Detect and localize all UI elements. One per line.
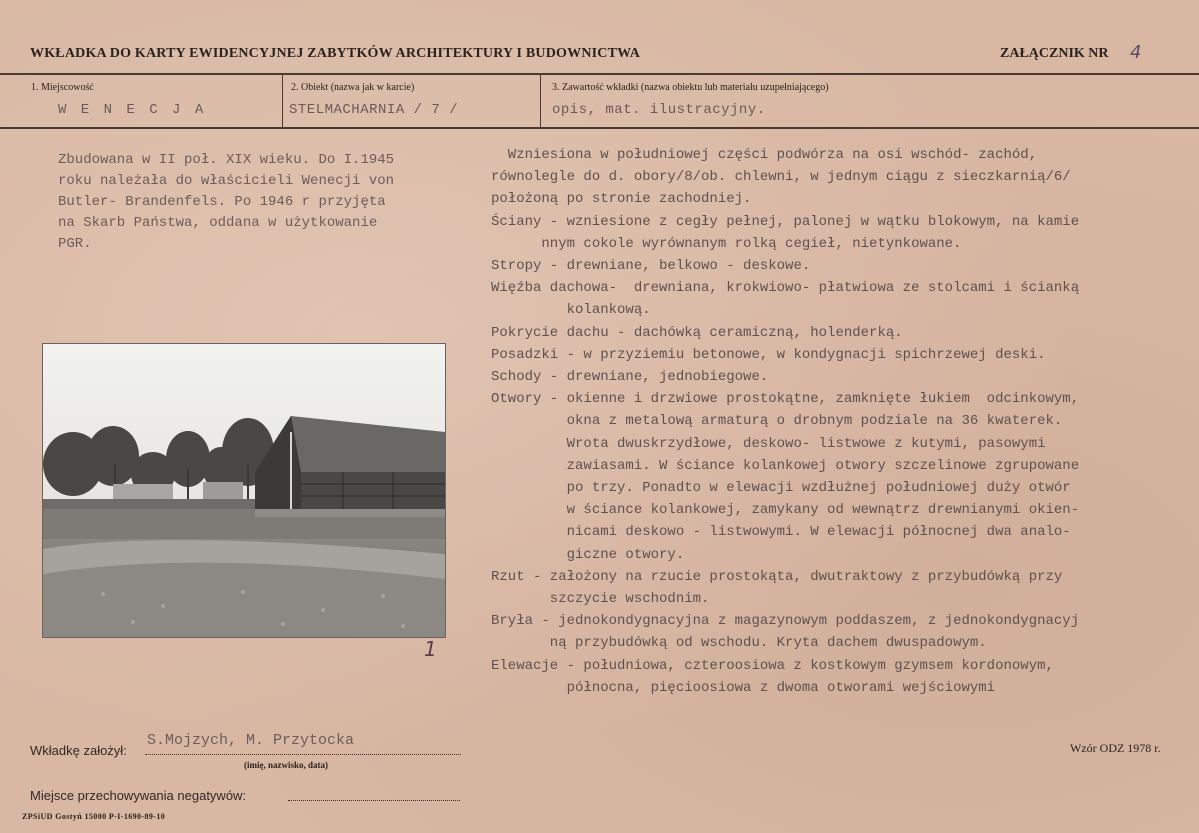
- author-label: Wkładkę założył:: [30, 743, 127, 758]
- history-line: na Skarb Państwa, oddana w użytkowanie: [58, 215, 378, 231]
- description-line: Schody - drewniane, jednobiegowe.: [491, 369, 769, 386]
- description-line: równolegle do d. obory/8/ob. chlewni, w jednym ciągu z sieczkarnią/6/: [491, 169, 1071, 186]
- description-line: szczycie wschodnim.: [491, 591, 710, 608]
- negatives-line: [288, 800, 460, 801]
- description-line: ną przybudówką od wschodu. Kryta dachem dwuspadowym.: [491, 635, 987, 652]
- field-divider-2: [540, 74, 541, 127]
- field-divider-1: [282, 74, 283, 127]
- history-text: [58, 150, 394, 255]
- description-line: Elewacje - południowa, czteroosiowa z kostkowym gzymsem kordonowym,: [491, 657, 1054, 674]
- contents-label: 3. Zawartość wkładki (nazwa obiektu lub materiału uzupełniającego): [552, 82, 829, 93]
- description-line: Pokrycie dachu - dachówką ceramiczną, holenderką.: [491, 324, 903, 341]
- attachment-label: ZAŁĄCZNIK NR: [1000, 46, 1109, 61]
- description-line: położoną po stronie zachodniej.: [491, 191, 752, 208]
- template-note: Wzór ODZ 1978 r.: [1070, 741, 1161, 755]
- description-line: Bryła - jednokondygnacyjna z magazynowym poddaszem, z jednokondygnacyj: [491, 613, 1080, 630]
- negatives-label: Miejsce przechowywania negatywów:: [30, 788, 247, 803]
- description-line: nicami deskowo - listwowymi. W elewacji północnej dwa analo-: [491, 524, 1071, 541]
- description-line: północna, pięcioosiowa z dwoma otworami wejściowymi: [491, 679, 996, 696]
- locality-value: W E N E C J A: [58, 102, 207, 118]
- object-label: 2. Obiekt (nazwa jak w karcie): [291, 82, 415, 93]
- author-line: [145, 754, 461, 755]
- attachment-number: 4: [1130, 42, 1142, 63]
- description-line: Stropy - drewniane, belkowo - deskowe.: [491, 258, 811, 275]
- description-line: w ściance kolankowej, zamykany od wewnątrz drewnianymi okien-: [491, 502, 1080, 519]
- author-sublabel: (imię, nazwisko, data): [244, 760, 328, 770]
- barn-photo-drawing: [43, 344, 445, 637]
- description-text: [491, 144, 1079, 699]
- form-title: WKŁADKA DO KARTY EWIDENCYJNEJ ZABYTKÓW ARCHITEKTURY I BUDOWNICTWA: [30, 46, 641, 61]
- header-rule-top: [0, 73, 1199, 75]
- description-line: Wzniesiona w południowej części podwórza na osi wschód- zachód,: [491, 147, 1038, 163]
- description-line: kolankową.: [491, 302, 651, 319]
- object-value: STELMACHARNIA / 7 /: [289, 102, 459, 118]
- description-line: Ściany - wzniesione z cegły pełnej, palonej w wątku blokowym, na kamie: [491, 213, 1080, 230]
- photo-number: 1: [424, 637, 437, 661]
- author-value: S.Mojzych, M. Przytocka: [147, 732, 355, 749]
- header-rule-bottom: [0, 127, 1199, 129]
- description-line: po trzy. Ponadto w elewacji wzdłużnej południowej duży otwór: [491, 480, 1071, 497]
- description-line: Więźba dachowa- drewniana, krokwiowo- płatwiowa ze stolcami i ścianką: [491, 280, 1080, 297]
- history-line: Zbudowana w II poł. XIX wieku. Do I.1945: [58, 152, 395, 168]
- description-line: giczne otwory.: [491, 546, 685, 563]
- printer-info: ZPSiUD Gostyń 15000 P-I-1690-89-10: [22, 812, 166, 821]
- description-line: zawiasami. W ściance kolankowej otwory szczelinowe zgrupowane: [491, 457, 1080, 474]
- barn-photo: [42, 343, 446, 638]
- history-line: roku należała do właścicieli Wenecji von: [58, 173, 395, 189]
- description-line: okna z metalową armaturą o drobnym podziale na 36 kwaterek.: [491, 413, 1063, 430]
- description-line: Rzut - założony na rzucie prostokąta, dwutraktowy z przybudówką przy: [491, 568, 1063, 585]
- description-line: nnym cokole wyrównanym rolką cegieł, nietynkowane.: [491, 235, 962, 252]
- description-line: Otwory - okienne i drzwiowe prostokątne, zamknięte łukiem odcinkowym,: [491, 391, 1080, 408]
- contents-value: opis, mat. ilustracyjny.: [552, 102, 766, 118]
- locality-label: 1. Miejscowość: [31, 82, 94, 93]
- description-line: Wrota dwuskrzydłowe, deskowo- listwowe z kutymi, pasowymi: [491, 435, 1046, 452]
- history-line: Butler- Brandenfels. Po 1946 r przyjęta: [58, 194, 386, 210]
- history-line: PGR.: [58, 236, 92, 252]
- description-line: Posadzki - w przyziemiu betonowe, w kondygnacji spichrzewej deski.: [491, 346, 1046, 363]
